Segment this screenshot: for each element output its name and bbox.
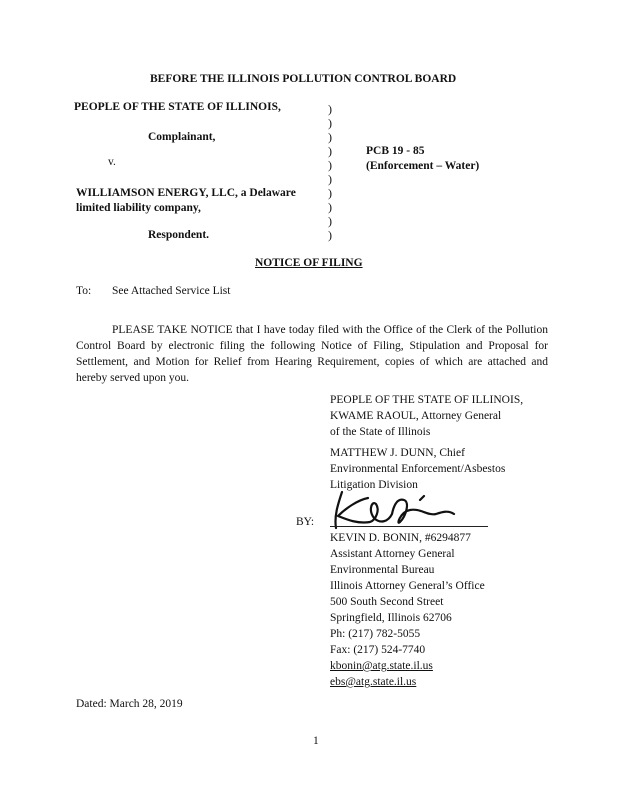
attorney-line: Fax: (217) 524-7740 bbox=[330, 644, 426, 656]
party-line: PEOPLE OF THE STATE OF ILLINOIS, bbox=[330, 394, 524, 406]
defendant-name-line2: limited liability company, bbox=[76, 202, 201, 214]
paren: ) bbox=[328, 144, 332, 158]
by-label: BY: bbox=[296, 516, 315, 528]
dated-line: Dated: March 28, 2019 bbox=[76, 698, 183, 710]
versus: v. bbox=[108, 156, 116, 168]
paren: ) bbox=[328, 116, 332, 130]
attorney-line: Assistant Attorney General bbox=[330, 548, 455, 560]
notice-heading: NOTICE OF FILING bbox=[255, 257, 363, 269]
paren: ) bbox=[328, 228, 332, 242]
chief-line: Environmental Enforcement/Asbestos bbox=[330, 463, 506, 475]
attorney-line: 500 South Second Street bbox=[330, 596, 444, 608]
chief-line: Litigation Division bbox=[330, 479, 418, 491]
email-link[interactable]: kbonin@atg.state.il.us bbox=[330, 660, 433, 672]
paren: ) bbox=[328, 214, 332, 228]
paren: ) bbox=[328, 172, 332, 186]
notice-body: PLEASE TAKE NOTICE that I have today filed with the Office of the Clerk of the Pollution Control Board by electronic filing the following Notice of Filing, Stipulation and Proposal for Settlement, and Motion for Relief from Hearing Requirement, copies of which are attached and hereby served upon you. bbox=[76, 324, 548, 384]
defendant-role: Respondent. bbox=[148, 229, 210, 241]
chief-line: MATTHEW J. DUNN, Chief bbox=[330, 447, 465, 459]
chief-block bbox=[330, 445, 505, 493]
plaintiff-name: PEOPLE OF THE STATE OF ILLINOIS, bbox=[74, 101, 281, 113]
paren: ) bbox=[328, 158, 332, 172]
defendant-name-line1: WILLIAMSON ENERGY, LLC, a Delaware bbox=[76, 187, 296, 199]
case-type: (Enforcement – Water) bbox=[366, 160, 480, 172]
party-block bbox=[330, 392, 523, 440]
paren: ) bbox=[328, 130, 332, 144]
paren: ) bbox=[328, 186, 332, 200]
email-link[interactable]: ebs@atg.state.il.us bbox=[330, 676, 417, 688]
paren: ) bbox=[328, 102, 332, 116]
attorney-line: Ph: (217) 782-5055 bbox=[330, 628, 421, 640]
caption-parentheses bbox=[328, 102, 338, 242]
attorney-block bbox=[330, 530, 485, 690]
attorney-line: KEVIN D. BONIN, #6294877 bbox=[330, 532, 471, 544]
party-line: of the State of Illinois bbox=[330, 426, 431, 438]
attorney-line: Springfield, Illinois 62706 bbox=[330, 612, 452, 624]
to-label: To: bbox=[76, 285, 92, 297]
signature-line bbox=[330, 526, 488, 527]
page-number: 1 bbox=[313, 735, 319, 747]
paren: ) bbox=[328, 200, 332, 214]
attorney-line: Environmental Bureau bbox=[330, 564, 435, 576]
to-value: See Attached Service List bbox=[112, 285, 231, 297]
party-line: KWAME RAOUL, Attorney General bbox=[330, 410, 502, 422]
court-title: BEFORE THE ILLINOIS POLLUTION CONTROL BOARD bbox=[150, 73, 457, 85]
plaintiff-role: Complainant, bbox=[148, 131, 216, 143]
case-number: PCB 19 - 85 bbox=[366, 145, 425, 157]
attorney-line: Illinois Attorney General’s Office bbox=[330, 580, 485, 592]
